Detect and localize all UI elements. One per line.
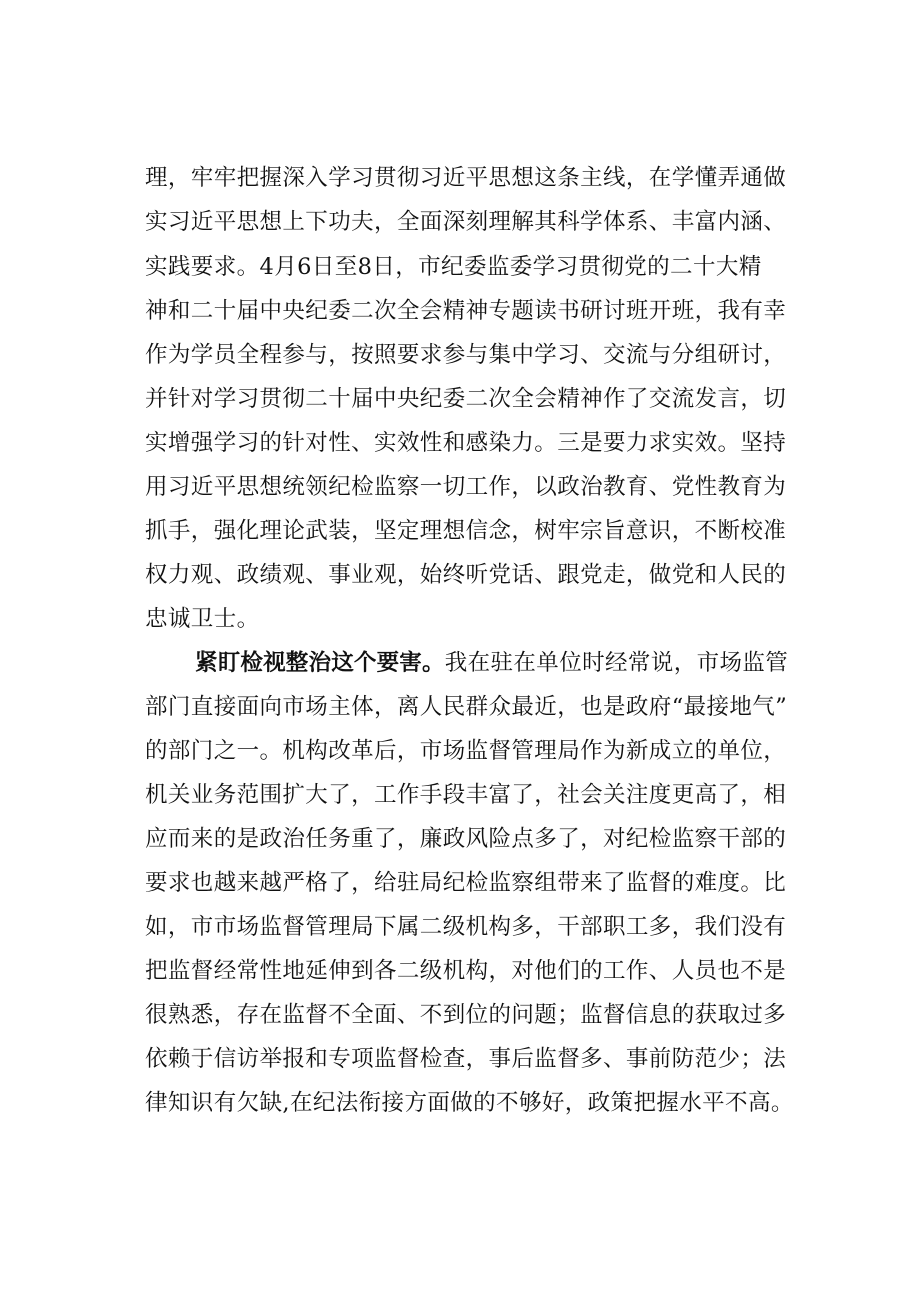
paragraph-line: 作为学员全程参与，按照要求参与集中学习、交流与分组研讨， [145, 342, 787, 368]
paragraph-line: 神和二十届中央纪委二次全会精神专题读书研讨班开班，我有幸 [145, 298, 787, 324]
paragraph-line: 把监督经常性地延伸到各二级机构，对他们的工作、人员也不是 [145, 958, 787, 984]
paragraph-line: 依赖于信访举报和专项监督检查，事后监督多、事前防范少；法 [145, 1046, 787, 1072]
paragraph-line: 机关业务范围扩大了，工作手段丰富了，社会关注度更高了，相 [145, 782, 787, 808]
paragraph-line: 要求也越来越严格了，给驻局纪检监察组带来了监督的难度。比 [145, 870, 787, 896]
paragraph-line: 权力观、政绩观、事业观，始终听党话、跟党走，做党和人民的 [145, 562, 787, 588]
paragraph-line: 抓手，强化理论武装，坚定理想信念，树牢宗旨意识，不断校准 [145, 518, 787, 544]
paragraph-line: 律知识有欠缺,在纪法衔接方面做的不够好，政策把握水平不高。 [145, 1090, 794, 1116]
paragraph-line: 部门直接面向市场主体，离人民群众最近，也是政府“最接地气” [145, 694, 788, 720]
paragraph-line: 理，牢牢把握深入学习贯彻习近平思想这条主线，在学懂弄通做 [145, 165, 787, 191]
paragraph-line: 的部门之一。机构改革后，市场监督管理局作为新成立的单位， [145, 738, 787, 764]
paragraph-line: 实践要求。4月6日至8日，市纪委监委学习贯彻党的二十大精 [145, 254, 762, 280]
section-heading: 紧盯检视整治这个要害。 [195, 650, 445, 676]
paragraph-line: 如，市市场监督管理局下属二级机构多，干部职工多，我们没有 [145, 914, 787, 940]
paragraph-line: 用习近平思想统领纪检监察一切工作，以政治教育、党性教育为 [145, 474, 787, 500]
paragraph-line: 实增强学习的针对性、实效性和感染力。三是要力求实效。坚持 [145, 430, 787, 456]
paragraph-line: 实习近平思想上下功夫，全面深刻理解其科学体系、丰富内涵、 [145, 209, 787, 235]
paragraph-text: 我在驻在单位时经常说，市场监管 [444, 650, 789, 676]
paragraph-first-line [195, 648, 835, 678]
paragraph-line: 忠诚卫士。 [145, 606, 260, 632]
paragraph-line: 很熟悉，存在监督不全面、不到位的问题；监督信息的获取过多 [145, 1002, 787, 1028]
paragraph-line: 应而来的是政治任务重了，廉政风险点多了，对纪检监察干部的 [145, 826, 787, 852]
paragraph-line: 并针对学习贯彻二十届中央纪委二次全会精神作了交流发言，切 [145, 386, 787, 412]
